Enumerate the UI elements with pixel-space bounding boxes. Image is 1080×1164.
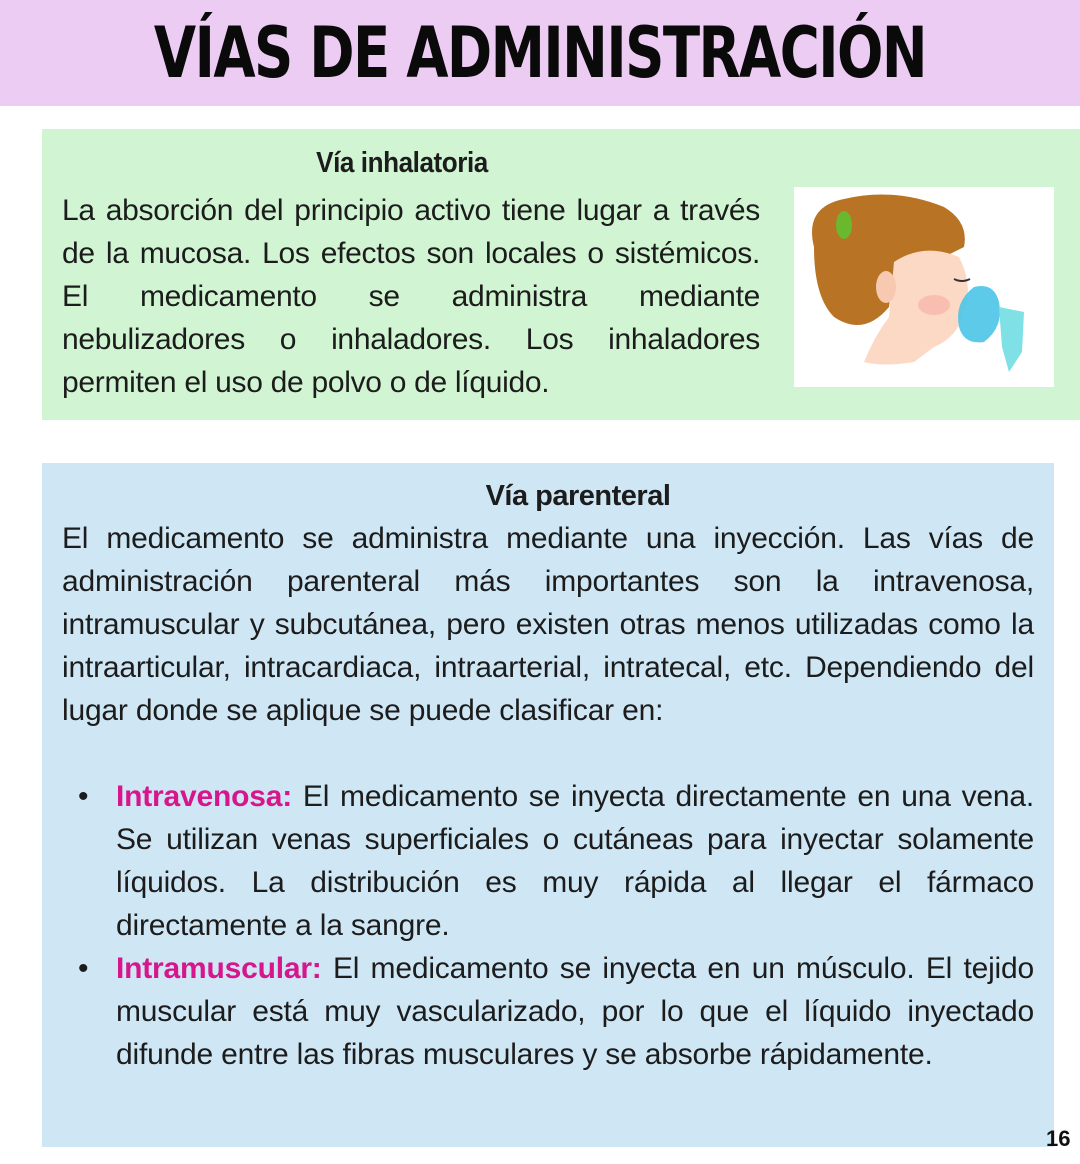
desc-intravenosa: El medicamento se inyecta directamente en una vena. Se utilizan venas superficiales o cutáneas para inyectar solamente líquidos. La distribución es muy rápida al llegar el fármaco directamente a la sangre. (116, 780, 1034, 942)
nebulizer-illustration (794, 187, 1054, 387)
desc-intramuscular: El medicamento se inyecta en un músculo. El tejido muscular está muy vascularizado, por lo que el líquido inyectado difunde entre las fibras musculares y se absorbe rápidamente. (116, 952, 1034, 1071)
woman-with-mask-icon (794, 187, 1054, 387)
bullet-icon: • (78, 780, 89, 813)
page-number: 16 (1046, 1126, 1071, 1151)
list-item-intravenosa (62, 775, 1034, 947)
page-header (0, 0, 1080, 106)
list-item-intramuscular (62, 947, 1034, 1076)
section-title-inhalatoria: Vía inhalatoria (316, 147, 488, 179)
section-title-parenteral: Vía parenteral (485, 480, 671, 512)
term-intravenosa: Intravenosa: (116, 780, 292, 813)
page-title: VÍAS DE ADMINISTRACIÓN (153, 12, 927, 94)
section-text-inhalatoria: La absorción del principio activo tiene lugar a través de la mucosa. Los efectos son locales o sistémicos. El medicamento se administra mediante nebulizadores o inhaladores. Los inhaladores permiten el uso de polvo o de líquido. (62, 194, 760, 399)
section-text-parenteral: El medicamento se administra mediante una inyección. Las vías de administración parenteral más importantes son la intravenosa, intramuscular y subcutánea, pero existen otras menos utilizadas como la intraarticular, intracardiaca, intraarterial, intratecal, etc. Dependiendo del lugar donde se aplique se puede clasificar en: (62, 522, 1034, 727)
bullet-icon: • (78, 952, 89, 985)
term-intramuscular: Intramuscular: (116, 952, 322, 985)
parenteral-types-list (62, 775, 1034, 1076)
section-parenteral (42, 463, 1054, 1147)
